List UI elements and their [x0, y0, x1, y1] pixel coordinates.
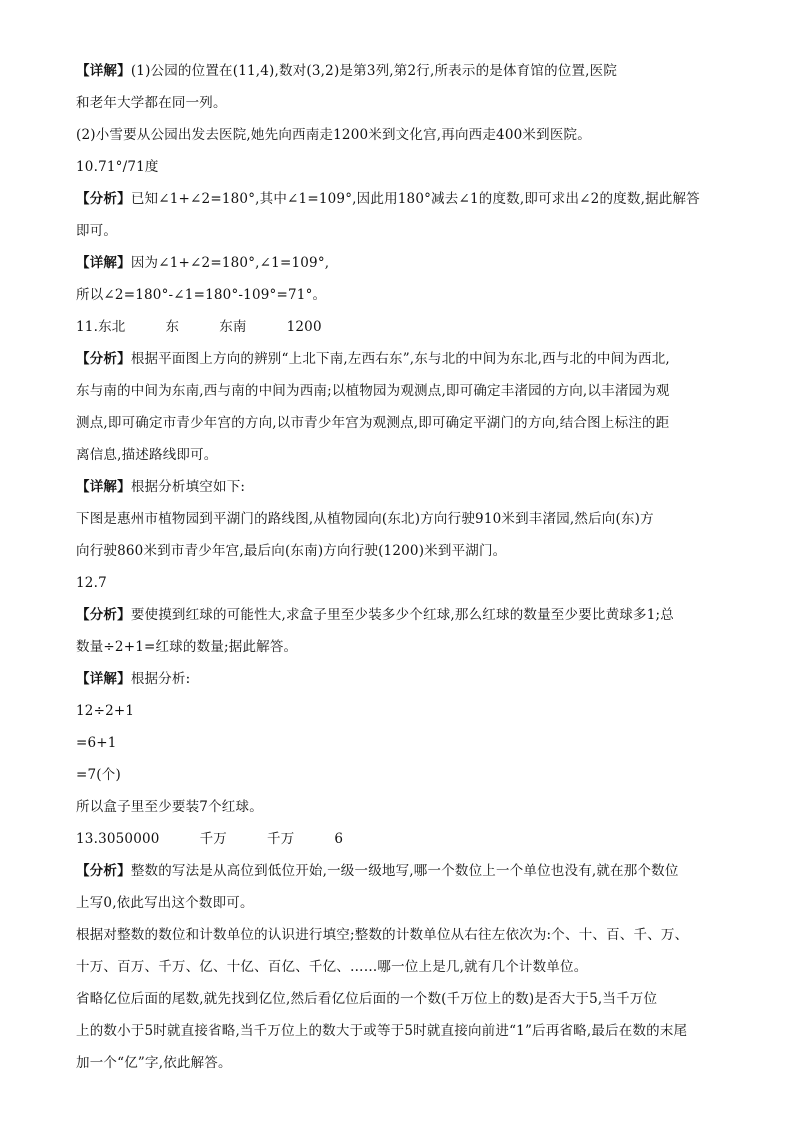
text-line: 所以∠2=180°-∠1=180°-109°=71°。	[76, 287, 327, 303]
line-text: 根据分析:	[130, 671, 191, 687]
question-number-10: 10.71°/71度	[76, 159, 159, 175]
text-line	[76, 350, 736, 368]
answer-3: 千万	[267, 831, 295, 847]
text-line	[76, 478, 736, 496]
text-line: 下图是惠州市植物园到平湖门的路线图,从植物园向(东北)方向行驶910米到丰渚园,然后向(东)方	[76, 511, 654, 527]
text-line: 即可。	[76, 223, 118, 239]
text-line: 上的数小于5时就直接省略,当千万位上的数大于或等于5时就直接向前进“1”后再省略,最后在数的末尾	[76, 1023, 688, 1039]
text-line: 根据对整数的数位和计数单位的认识进行填空;整数的计数单位从右往左依次为:个、十、百、千、万、	[76, 927, 689, 943]
analysis-tag: 【分析】	[76, 191, 131, 207]
text-line	[76, 254, 736, 272]
analysis-tag: 【分析】	[76, 863, 131, 879]
equation-line: =7(个)	[76, 767, 121, 783]
answer-4: 1200	[286, 319, 322, 335]
answer-2: 东	[165, 319, 180, 335]
answer-2: 千万	[199, 831, 227, 847]
text-line: 数量÷2+1=红球的数量;据此解答。	[76, 639, 298, 655]
line-text: 已知∠1+∠2=180°,其中∠1=109°,因此用180°减去∠1的度数,即可求出∠2的度数,据此解答	[130, 191, 700, 207]
line-text: 要使摸到红球的可能性大,求盒子里至少装多少个红球,那么红球的数量至少要比黄球多1;总	[130, 607, 674, 623]
text-line	[76, 862, 736, 880]
text-line: 十万、百万、千万、亿、十亿、百亿、千亿、……哪一位上是几,就有几个计数单位。	[76, 959, 588, 975]
answer-3: 东南	[219, 319, 247, 335]
line-text: 整数的写法是从高位到低位开始,一级一级地写,哪一个数位上一个单位也没有,就在那个数位	[130, 863, 679, 879]
text-line	[76, 606, 736, 624]
text-line: 所以盒子里至少要装7个红球。	[76, 799, 263, 815]
detail-tag: 【详解】	[76, 63, 131, 79]
text-line: 省略亿位后面的尾数,就先找到亿位,然后看亿位后面的一个数(千万位上的数)是否大于5,当千万位	[76, 991, 658, 1007]
line-text: 根据平面图上方向的辨别“上北下南,左西右东”,东与北的中间为东北,西与北的中间为西北,	[130, 351, 670, 367]
line-text: 因为∠1+∠2=180°,∠1=109°,	[130, 255, 330, 271]
answer-1: 13.3050000	[76, 831, 160, 847]
text-line: 和老年大学都在同一列。	[76, 95, 227, 111]
answer-4: 6	[334, 831, 344, 847]
text-line: (2)小雪要从公园出发去医院,她先向西南走1200米到文化宫,再向西走400米到医院。	[76, 127, 591, 143]
answer-1: 11.东北	[76, 319, 126, 335]
detail-tag: 【详解】	[76, 479, 131, 495]
text-line	[76, 670, 736, 688]
text-line: 离信息,描述路线即可。	[76, 447, 218, 463]
text-line: 加一个“亿”字,依此解答。	[76, 1055, 232, 1071]
question-number-11	[76, 318, 736, 336]
text-line: 上写0,依此写出这个数即可。	[76, 895, 254, 911]
analysis-tag: 【分析】	[76, 351, 131, 367]
question-number-13	[76, 830, 736, 848]
line-text: 根据分析填空如下:	[130, 479, 246, 495]
equation-line: 12÷2+1	[76, 703, 135, 719]
text-line: 向行驶860米到市青少年宫,最后向(东南)方向行驶(1200)米到平湖门。	[76, 543, 507, 559]
detail-tag: 【详解】	[76, 255, 131, 271]
analysis-tag: 【分析】	[76, 607, 131, 623]
text-line	[76, 62, 736, 80]
detail-tag: 【详解】	[76, 671, 131, 687]
question-number-12: 12.7	[76, 575, 107, 591]
line-text: (1)公园的位置在(11,4),数对(3,2)是第3列,第2行,所表示的是体育馆的位置,医院	[130, 63, 618, 79]
equation-line: =6+1	[76, 735, 117, 751]
text-line	[76, 190, 736, 208]
text-line: 东与南的中间为东南,西与南的中间为西南;以植物园为观测点,即可确定丰渚园的方向,以丰渚园为观	[76, 383, 670, 399]
text-line: 测点,即可确定市青少年宫的方向,以市青少年宫为观测点,即可确定平湖门的方向,结合图上标注的距	[76, 415, 670, 431]
